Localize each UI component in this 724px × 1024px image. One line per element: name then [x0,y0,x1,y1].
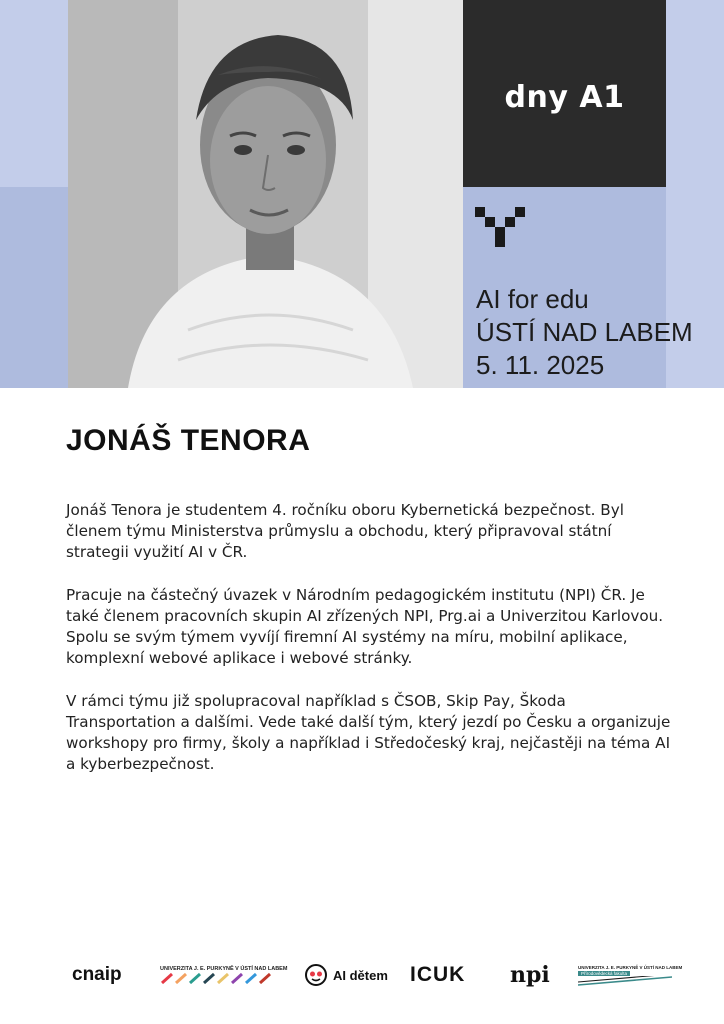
robot-face-icon [305,964,327,986]
ai-detem-text: AI dětem [333,967,388,983]
ujep-prf-faculty: Přírodovědecká fakulta [578,971,630,976]
side-block-bottom-left [0,187,68,388]
cnaip-logo: cnaip [72,964,122,985]
pixel-v-mark-icon [475,207,535,247]
side-block-top-left [0,0,68,187]
ai-detem-logo [305,955,388,995]
event-date: 5. 11. 2025 [476,350,605,380]
event-city: ÚSTÍ NAD LABEM [476,317,693,347]
ujep-prf-stripes-icon [578,976,672,986]
header [0,0,724,388]
ujep-prf-logo-text: UNIVERZITA J. E. PURKYNĚ V ÚSTÍ NAD LABEM [578,964,683,970]
icuk-logo: ICUK [410,963,466,986]
ujep-logo-text: UNIVERZITA J. E. PURKYNĚ V ÚSTÍ NAD LABEM [160,966,288,972]
dny-ai-logo: dny A1 [504,80,625,115]
event-logo-box [463,0,666,187]
bio-paragraph-2: Pracuje na částečný úvazek v Národním pedagogickém institutu (NPI) ČR. Je také členem pracovních skupin AI zřízených NPI, Prg.ai a Univerzitou Karlovou. Spolu se svým týmem vyvíjí firemní AI systémy na míru, mobilní aplikace, komplexní webové aplikace i webové stránky. [66,586,664,667]
ujep-stripes-icon [160,972,278,984]
npi-logo: npi [510,962,550,988]
bio-paragraph-1: Jonáš Tenora je studentem 4. ročníku oboru Kybernetická bezpečnost. Byl členem týmu Ministerstva průmyslu a obchodu, který připravoval státní strategii využití AI v ČR. [66,501,624,561]
event-title: AI for edu [476,284,589,314]
speaker-bio [66,500,676,797]
partner-logos [0,955,724,995]
portrait-photo [68,0,463,388]
speaker-name: JONÁŠ TENORA [66,424,311,457]
ujep-prf-logo [578,955,683,995]
event-info [476,283,716,382]
ujep-logo [160,955,288,995]
bio-paragraph-3: V rámci týmu již spolupracoval například s ČSOB, Skip Pay, Škoda Transportation a dalšími. Vede také další tým, který jezdí po Česku a organizuje workshopy pro firmy, školy a například i Středočeský kraj, nejčastěji na téma AI a kyberbezpečnost. [66,692,671,773]
side-block-top-right [666,0,724,187]
